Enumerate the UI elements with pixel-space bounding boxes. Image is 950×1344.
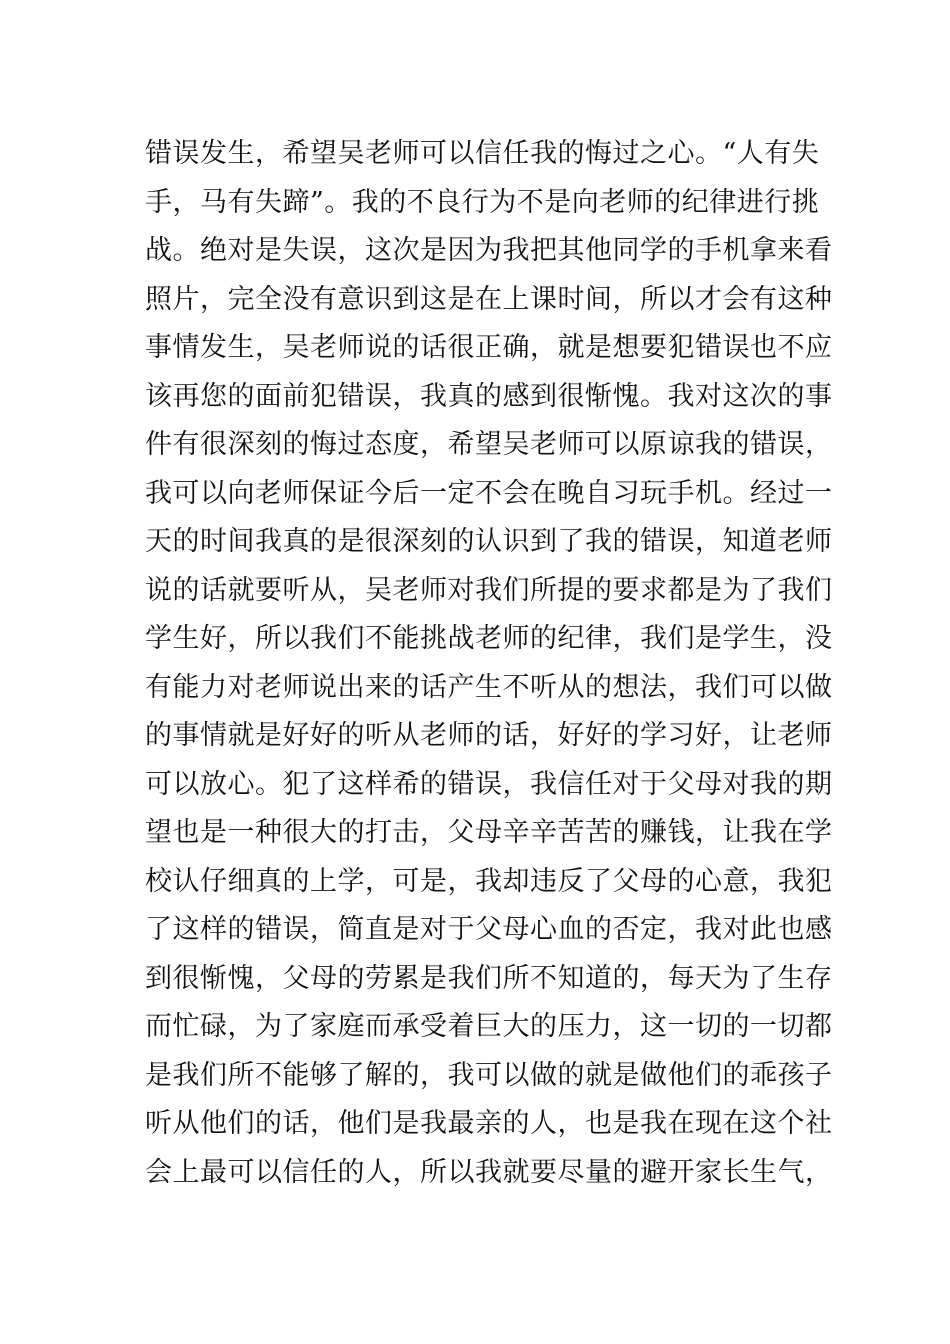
text-line-3: 战。绝对是失误，这次是因为我把其他同学的手机拿来看	[145, 235, 833, 266]
text-line-18: 到很惭愧，父母的劳累是我们所不知道的，每天为了生存	[145, 962, 833, 994]
text-line-8: 我可以向老师保证今后一定不会在晚自习玩手机。经过一	[145, 477, 833, 509]
text-line-12: 有能力对老师说出来的话产生不听从的想法，我们可以做	[145, 671, 833, 703]
text-line-17: 了这样的错误，简直是对于父母心血的否定，我对此也感	[145, 914, 833, 945]
text-line-6: 该再您的面前犯错误，我真的感到很惭愧。我对这次的事	[145, 380, 833, 412]
text-line-19: 而忙碌，为了家庭而承受着巨大的压力，这一切的一切都	[145, 1011, 833, 1042]
text-line-20: 是我们所不能够了解的，我可以做的就是做他们的乖孩子	[145, 1059, 833, 1091]
text-line-9: 天的时间我真的是很深刻的认识到了我的错误，知道老师	[145, 526, 833, 557]
text-line-14: 可以放心。犯了这样希的错误，我信任对于父母对我的期	[145, 768, 833, 800]
text-line-15: 望也是一种很大的打击，父母辛辛苦苦的赚钱，让我在学	[145, 817, 833, 848]
text-line-21: 听从他们的话，他们是我最亲的人，也是我在现在这个社	[145, 1108, 833, 1139]
body-text	[145, 130, 833, 1197]
text-line-4: 照片，完全没有意识到这是在上课时间，所以才会有这种	[145, 283, 833, 315]
text-line-5: 事情发生，吴老师说的话很正确，就是想要犯错误也不应	[145, 332, 833, 363]
text-line-7: 件有很深刻的悔过态度，希望吴老师可以原谅我的错误，	[145, 429, 833, 460]
text-line-1: 错误发生，希望吴老师可以信任我的悔过之心。“人有失	[145, 138, 820, 169]
text-line-13: 的事情就是好好的听从老师的话，好好的学习好，让老师	[145, 720, 833, 751]
text-line-16: 校认仔细真的上学，可是，我却违反了父母的心意，我犯	[145, 865, 833, 897]
text-line-11: 学生好，所以我们不能挑战老师的纪律，我们是学生，没	[145, 623, 833, 654]
text-line-10: 说的话就要听从，吴老师对我们所提的要求都是为了我们	[145, 574, 833, 606]
text-line-22: 会上最可以信任的人，所以我就要尽量的避开家长生气，	[145, 1156, 833, 1188]
text-line-2: 手，马有失蹄”。我的不良行为不是向老师的纪律进行挑	[145, 186, 820, 218]
